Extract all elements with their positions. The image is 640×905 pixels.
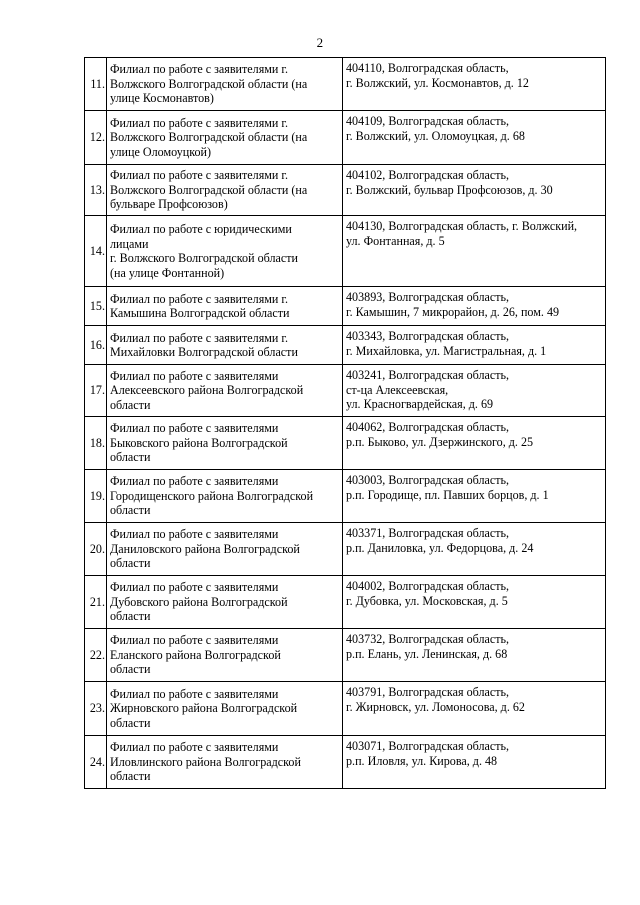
branch-address-line: р.п. Быково, ул. Дзержинского, д. 25: [346, 434, 534, 449]
branch-address-line: 404062, Волгоградская область,: [346, 420, 510, 434]
branch-address-cell: [343, 576, 606, 629]
branch-name-cell: [107, 629, 343, 682]
table-row: [85, 165, 606, 216]
branch-address-line: г. Камышин, 7 микрорайон, д. 26, пом. 49: [346, 304, 560, 319]
branch-name-line: Быковского района Волгоградской: [110, 435, 288, 450]
branch-address-line: 404002, Волгоградская область,: [346, 579, 510, 593]
table-row: [85, 326, 606, 365]
branch-name-line: Филиал по работе с заявителями г.: [110, 291, 289, 306]
branch-name-line: Филиал по работе с юридическими: [110, 222, 292, 236]
branch-name-line: Волжского Волгоградской области (на: [110, 130, 308, 145]
row-number: 19.: [85, 470, 107, 523]
branch-name-line: (на улице Фонтанной): [110, 265, 225, 280]
row-number: 22.: [85, 629, 107, 682]
branch-address-line: р.п. Даниловка, ул. Федорцова, д. 24: [346, 540, 534, 555]
branch-address-line: 403343, Волгоградская область,: [346, 329, 510, 343]
branch-name-line: Филиал по работе с заявителями: [110, 527, 279, 542]
table-row: [85, 58, 606, 111]
branch-name-line: области: [110, 609, 151, 624]
row-number: 11.: [85, 58, 107, 111]
branch-name-line: области: [110, 450, 151, 465]
table-body: [85, 58, 606, 789]
branch-address-line: г. Жирновск, ул. Ломоносова, д. 62: [346, 699, 525, 714]
table-row: [85, 523, 606, 576]
table-row: [85, 216, 606, 287]
branch-address-line: г. Дубовка, ул. Московская, д. 5: [346, 593, 508, 608]
branch-name-line: Иловлинского района Волгоградской: [110, 754, 301, 769]
branch-address-cell: [343, 216, 606, 287]
branch-registry-table: [84, 57, 606, 789]
branch-name-cell: [107, 111, 343, 165]
branch-address-line: 403791, Волгоградская область,: [346, 685, 510, 699]
row-number: 12.: [85, 111, 107, 165]
branch-name-line: улице Космонавтов): [110, 91, 214, 106]
branch-address-line: 403003, Волгоградская область,: [346, 473, 510, 487]
branch-name-cell: [107, 365, 343, 417]
table-row: [85, 736, 606, 789]
row-number: 15.: [85, 287, 107, 326]
branch-address-line: 404102, Волгоградская область,: [346, 168, 510, 182]
row-number: 21.: [85, 576, 107, 629]
branch-address-cell: [343, 682, 606, 736]
branch-name-line: области: [110, 715, 151, 730]
branch-address-line: р.п. Иловля, ул. Кирова, д. 48: [346, 753, 498, 768]
branch-name-line: лицами: [110, 236, 149, 251]
branch-name-cell: [107, 287, 343, 326]
table-row: [85, 111, 606, 165]
branch-name-line: области: [110, 503, 151, 518]
branch-name-line: Городищенского района Волгоградской: [110, 488, 314, 503]
branch-name-line: Камышина Волгоградской области: [110, 306, 290, 320]
branch-address-line: г. Волжский, ул. Космонавтов, д. 12: [346, 75, 529, 90]
branch-address-line: г. Волжский, бульвар Профсоюзов, д. 30: [346, 182, 553, 197]
branch-name-line: г. Волжского Волгоградской области: [110, 251, 298, 265]
branch-name-cell: [107, 326, 343, 365]
branch-name-cell: [107, 165, 343, 216]
branch-address-cell: [343, 58, 606, 111]
branch-name-line: улице Оломоуцкой): [110, 144, 212, 159]
row-number: 23.: [85, 682, 107, 736]
row-number: 13.: [85, 165, 107, 216]
branch-address-line: ул. Фонтанная, д. 5: [346, 233, 445, 248]
branch-address-line: 403241, Волгоградская область,: [346, 368, 510, 382]
branch-name-cell: [107, 58, 343, 111]
branch-name-line: Филиал по работе с заявителями г.: [110, 115, 289, 130]
branch-address-line: ст-ца Алексеевская,: [346, 382, 449, 397]
branch-name-line: Жирновского района Волгоградской: [110, 701, 298, 716]
row-number: 18.: [85, 417, 107, 470]
branch-name-line: области: [110, 769, 151, 784]
table-row: [85, 287, 606, 326]
row-number: 20.: [85, 523, 107, 576]
branch-name-cell: [107, 470, 343, 523]
table-row: [85, 629, 606, 682]
branch-address-line: 404130, Волгоградская область, г. Волжский,: [346, 219, 578, 233]
branch-address-line: 403893, Волгоградская область,: [346, 290, 510, 304]
row-number: 14.: [85, 216, 107, 287]
branch-address-cell: [343, 111, 606, 165]
page-number: 2: [316, 35, 324, 50]
table-row: [85, 470, 606, 523]
branch-name-line: Волжского Волгоградской области (на: [110, 182, 308, 197]
branch-name-line: Филиал по работе с заявителями: [110, 421, 279, 436]
branch-address-line: г. Михайловка, ул. Магистральная, д. 1: [346, 343, 547, 358]
branch-address-line: ул. Красногвардейская, д. 69: [346, 397, 494, 411]
branch-name-cell: [107, 576, 343, 629]
branch-address-cell: [343, 287, 606, 326]
branch-name-line: Филиал по работе с заявителями: [110, 580, 279, 595]
branch-name-line: Филиал по работе с заявителями: [110, 740, 279, 755]
table-row: [85, 365, 606, 417]
branch-address-line: р.п. Городище, пл. Павших борцов, д. 1: [346, 487, 549, 502]
branch-name-line: области: [110, 662, 151, 677]
branch-name-line: Филиал по работе с заявителями: [110, 368, 279, 383]
branch-address-cell: [343, 470, 606, 523]
branch-name-line: Филиал по работе с заявителями: [110, 474, 279, 489]
branch-address-line: 403071, Волгоградская область,: [346, 739, 510, 753]
branch-name-line: Филиал по работе с заявителями: [110, 686, 279, 701]
branch-address-cell: [343, 629, 606, 682]
branch-name-line: Волжского Волгоградской области (на: [110, 76, 308, 91]
row-number: 16.: [85, 326, 107, 365]
branch-name-line: области: [110, 397, 151, 412]
branch-address-line: г. Волжский, ул. Оломоуцкая, д. 68: [346, 128, 525, 143]
branch-address-line: 404110, Волгоградская область,: [346, 61, 509, 75]
branch-name-line: Даниловского района Волгоградской: [110, 541, 300, 556]
table-row: [85, 682, 606, 736]
branch-address-cell: [343, 523, 606, 576]
branch-name-line: Филиал по работе с заявителями: [110, 633, 279, 648]
branch-name-cell: [107, 216, 343, 287]
branch-name-line: Алексеевского района Волгоградской: [110, 383, 304, 398]
branch-address-line: 403732, Волгоградская область,: [346, 632, 510, 646]
branch-name-cell: [107, 736, 343, 789]
branch-address-cell: [343, 326, 606, 365]
branch-name-line: Филиал по работе с заявителями г.: [110, 330, 289, 345]
branch-address-cell: [343, 165, 606, 216]
table-row: [85, 576, 606, 629]
row-number: 24.: [85, 736, 107, 789]
branch-name-line: бульваре Профсоюзов): [110, 197, 228, 212]
branch-name-line: Михайловки Волгоградской области: [110, 345, 298, 359]
branch-address-cell: [343, 736, 606, 789]
branch-name-cell: [107, 523, 343, 576]
branch-name-line: Филиал по работе с заявителями г.: [110, 62, 289, 77]
branch-name-line: Еланского района Волгоградской: [110, 647, 281, 662]
branch-name-cell: [107, 417, 343, 470]
branch-name-line: Дубовского района Волгоградской: [110, 594, 288, 609]
branch-name-line: области: [110, 556, 151, 571]
branch-address-cell: [343, 417, 606, 470]
branch-address-line: 404109, Волгоградская область,: [346, 114, 510, 128]
branch-address-cell: [343, 365, 606, 417]
branch-address-line: р.п. Елань, ул. Ленинская, д. 68: [346, 646, 508, 661]
branch-address-line: 403371, Волгоградская область,: [346, 526, 510, 540]
branch-name-line: Филиал по работе с заявителями г.: [110, 168, 289, 183]
branch-name-cell: [107, 682, 343, 736]
row-number: 17.: [85, 365, 107, 417]
table-row: [85, 417, 606, 470]
